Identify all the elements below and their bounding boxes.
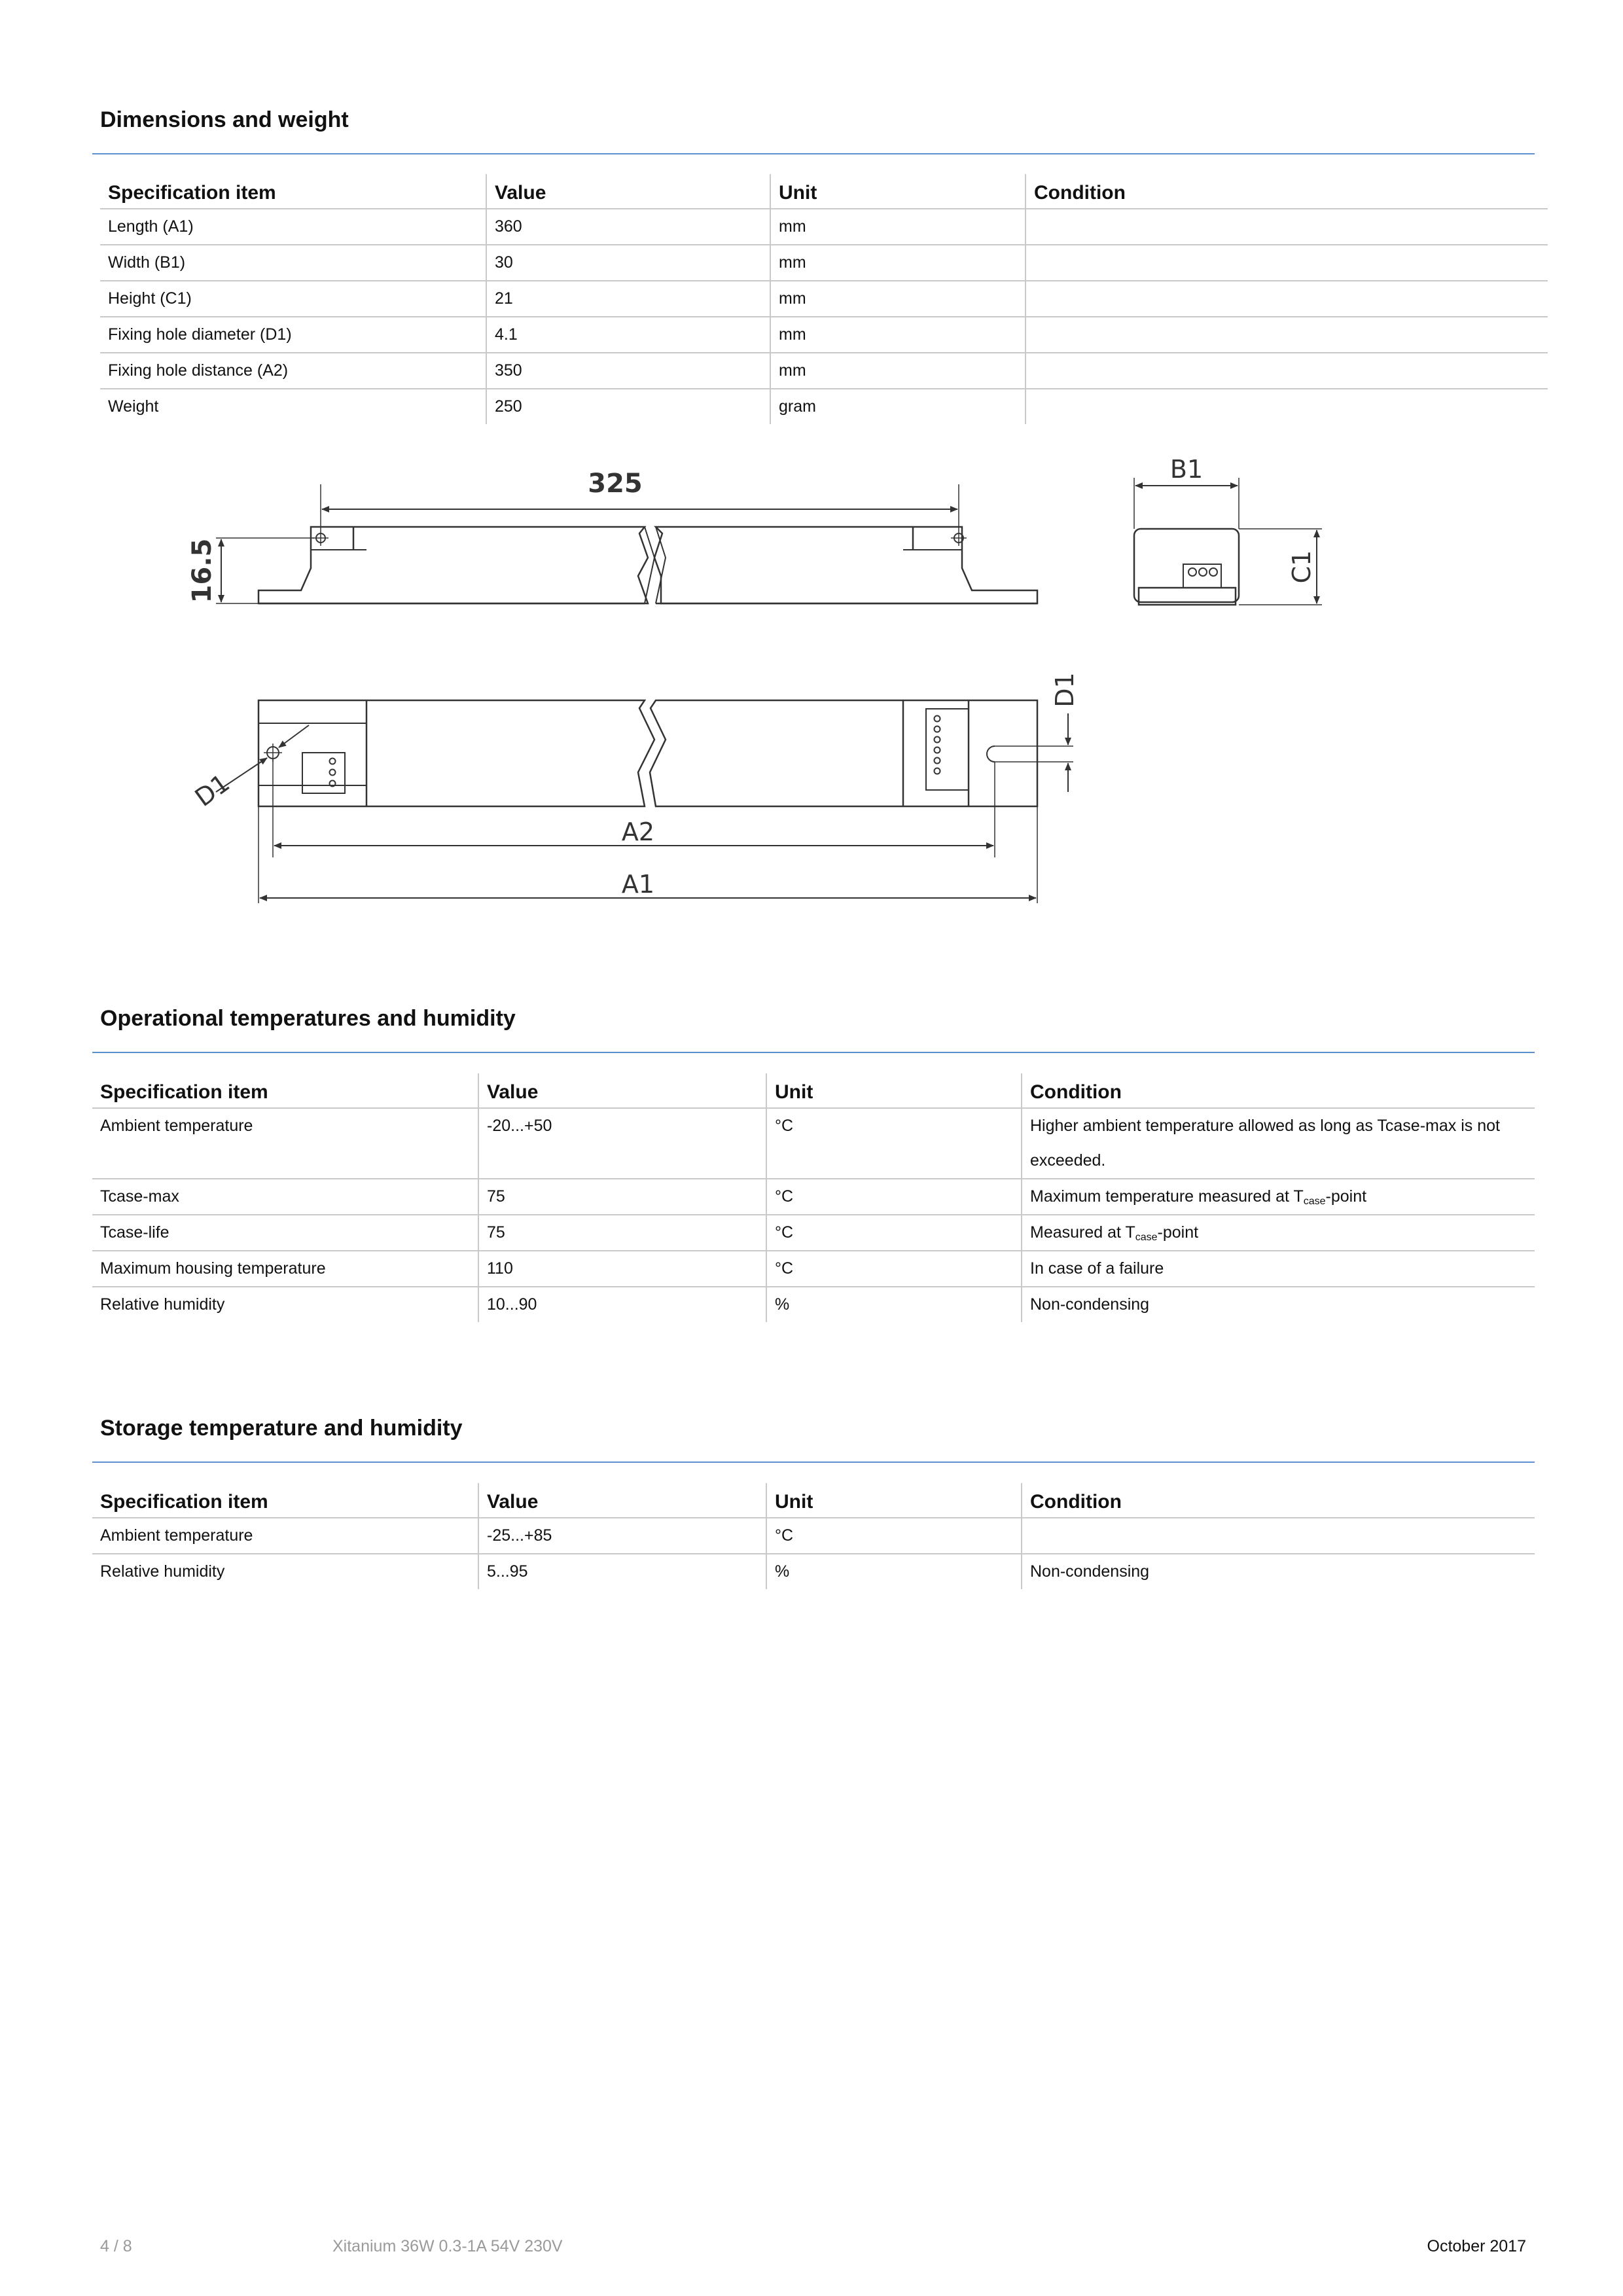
- spec-value: 110: [478, 1251, 766, 1287]
- column-header: Unit: [766, 1483, 1022, 1518]
- table-row: [100, 389, 1548, 424]
- spec-unit: °C: [766, 1251, 1022, 1287]
- condition-text: Measured at T: [1030, 1223, 1135, 1242]
- spec-unit: mm: [770, 281, 1026, 317]
- spec-value: -20...+50: [478, 1108, 766, 1179]
- spec-value: 4.1: [486, 317, 770, 353]
- operational-table: [92, 1073, 1535, 1322]
- spec-condition: In case of a failure: [1022, 1251, 1535, 1287]
- column-header: Condition: [1022, 1483, 1535, 1518]
- table-row: [100, 209, 1548, 245]
- condition-text: -point: [1157, 1223, 1199, 1242]
- spec-unit: °C: [766, 1179, 1022, 1215]
- spec-condition: [1026, 317, 1548, 353]
- condition-text: -point: [1325, 1187, 1367, 1206]
- product-name: Xitanium 36W 0.3-1A 54V 230V: [332, 2237, 563, 2255]
- spec-unit: mm: [770, 317, 1026, 353]
- spec-value: 5...95: [478, 1554, 766, 1589]
- page-number: 4 / 8: [100, 2237, 132, 2255]
- spec-value: 75: [478, 1179, 766, 1215]
- spec-condition: [1026, 389, 1548, 424]
- column-header: Condition: [1022, 1073, 1535, 1108]
- column-header: Value: [478, 1483, 766, 1518]
- spec-condition: [1022, 1179, 1535, 1215]
- column-header: Specification item: [92, 1073, 478, 1108]
- column-header: Specification item: [92, 1483, 478, 1518]
- spec-value: 350: [486, 353, 770, 389]
- table-row: [92, 1179, 1535, 1215]
- section-rule-storage: [92, 1462, 1535, 1463]
- spec-condition: [1026, 245, 1548, 281]
- side-view: [216, 484, 1037, 603]
- section-rule-dimensions: [92, 153, 1535, 154]
- table-row: [100, 353, 1548, 389]
- table-row: [92, 1287, 1535, 1322]
- spec-value: 10...90: [478, 1287, 766, 1322]
- spec-condition: [1022, 1518, 1535, 1554]
- spec-item: Tcase-max: [92, 1179, 478, 1215]
- spec-value: 250: [486, 389, 770, 424]
- dimension-label-16-5: 16.5: [187, 538, 217, 603]
- condition-text: Maximum temperature measured at T: [1030, 1187, 1304, 1206]
- column-header: Unit: [766, 1073, 1022, 1108]
- spec-unit: %: [766, 1554, 1022, 1589]
- spec-condition: [1026, 281, 1548, 317]
- spec-condition: [1026, 209, 1548, 245]
- spec-item: Fixing hole diameter (D1): [100, 317, 486, 353]
- table-row: [100, 245, 1548, 281]
- dimension-label-a1: A1: [621, 870, 655, 899]
- column-header: Value: [486, 174, 770, 209]
- spec-unit: °C: [766, 1215, 1022, 1251]
- column-header: Specification item: [100, 174, 486, 209]
- dimensions-table: [100, 174, 1548, 424]
- column-header: Condition: [1026, 174, 1548, 209]
- spec-value: 360: [486, 209, 770, 245]
- spec-unit: °C: [766, 1108, 1022, 1179]
- dimension-label-b1: B1: [1169, 455, 1204, 484]
- spec-unit: mm: [770, 353, 1026, 389]
- table-row: [100, 317, 1548, 353]
- dimension-label-d1-left: D1: [189, 768, 235, 812]
- dimension-label-c1: C1: [1287, 550, 1316, 584]
- spec-unit: gram: [770, 389, 1026, 424]
- spec-value: 30: [486, 245, 770, 281]
- spec-item: Relative humidity: [100, 1562, 225, 1581]
- table-row: [92, 1554, 1535, 1589]
- column-header: Unit: [770, 174, 1026, 209]
- table-header-row: [92, 1073, 1535, 1108]
- column-header: Value: [478, 1073, 766, 1108]
- spec-unit: %: [766, 1287, 1022, 1322]
- dimension-drawing: [0, 432, 1623, 929]
- table-row: [100, 281, 1548, 317]
- table-row: [92, 1251, 1535, 1287]
- section-title-storage: Storage temperature and humidity: [100, 1416, 463, 1441]
- spec-condition: Higher ambient temperature allowed as long as Tcase-max is not exceeded.: [1022, 1108, 1535, 1179]
- spec-condition: Non-condensing: [1022, 1554, 1535, 1589]
- spec-item: Tcase-life: [92, 1215, 478, 1251]
- spec-condition: [1022, 1215, 1535, 1251]
- table-row: [92, 1215, 1535, 1251]
- spec-item: Maximum housing temperature: [92, 1251, 478, 1287]
- spec-value: 75: [478, 1215, 766, 1251]
- spec-item: Relative humidity: [100, 1295, 225, 1314]
- spec-unit: mm: [770, 209, 1026, 245]
- condition-subscript: case: [1303, 1196, 1326, 1207]
- section-title-operational: Operational temperatures and humidity: [100, 1006, 516, 1031]
- table-header-row: [100, 174, 1548, 209]
- spec-unit: mm: [770, 245, 1026, 281]
- storage-table: [92, 1483, 1535, 1589]
- spec-item: Ambient temperature: [92, 1108, 478, 1179]
- spec-value: 21: [486, 281, 770, 317]
- section-title-dimensions: Dimensions and weight: [100, 107, 349, 132]
- table-row: [92, 1518, 1535, 1554]
- table-row: [92, 1108, 1535, 1179]
- dimension-label-325: 325: [588, 469, 643, 499]
- spec-unit: °C: [766, 1518, 1022, 1554]
- spec-item: Weight: [108, 397, 159, 416]
- spec-item: Width (B1): [100, 245, 486, 281]
- document-date: October 2017: [1427, 2237, 1526, 2255]
- condition-subscript: case: [1135, 1232, 1158, 1243]
- spec-item: Length (A1): [100, 209, 486, 245]
- spec-item: Ambient temperature: [92, 1518, 478, 1554]
- spec-condition: Non-condensing: [1022, 1287, 1535, 1322]
- table-header-row: [92, 1483, 1535, 1518]
- dimension-label-a2: A2: [621, 817, 655, 846]
- spec-item: Fixing hole distance (A2): [100, 353, 486, 389]
- spec-value: -25...+85: [478, 1518, 766, 1554]
- section-rule-operational: [92, 1052, 1535, 1053]
- end-view: [1134, 478, 1322, 605]
- dimension-label-d1-right: D1: [1050, 672, 1079, 708]
- spec-item: Height (C1): [100, 281, 486, 317]
- spec-condition: [1026, 353, 1548, 389]
